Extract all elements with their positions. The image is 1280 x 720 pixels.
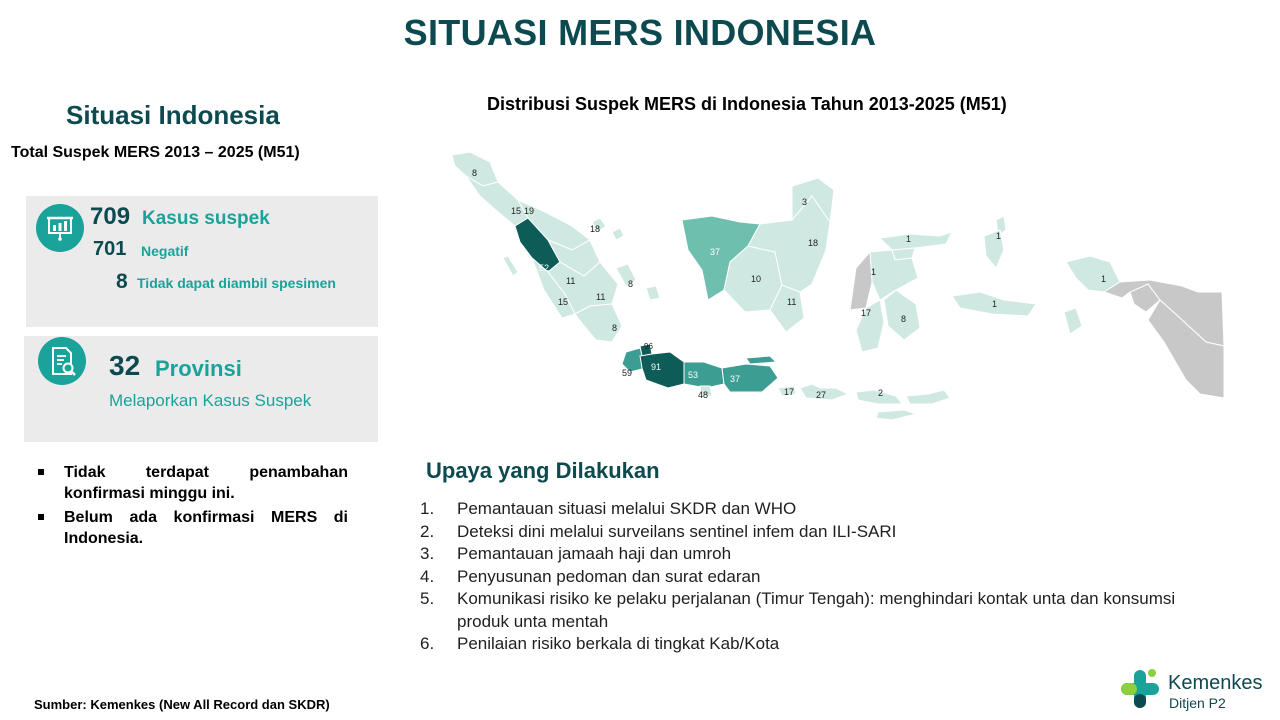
- region-ntt: [856, 390, 950, 420]
- bullet-item: Belum ada konfirmasi MERS di Indonesia.: [36, 507, 348, 549]
- map-label: 1: [996, 231, 1002, 241]
- status-bullets: [36, 462, 348, 549]
- map-label: 37: [710, 247, 721, 257]
- map-label: 91: [651, 362, 662, 372]
- map-label: 8: [612, 323, 618, 333]
- map-label: 11: [787, 297, 797, 307]
- map-label: 52: [539, 263, 550, 273]
- map-label: 18: [590, 224, 601, 234]
- map-label: 11: [596, 292, 606, 302]
- map-label: 8: [472, 168, 478, 178]
- upaya-item: 6. Penilaian risiko berkala di tingkat Kab/Kota: [420, 634, 780, 653]
- logo-subtitle: Ditjen P2: [1169, 695, 1226, 711]
- region-jabar: [640, 352, 684, 388]
- region-mentawai: [503, 256, 518, 276]
- upaya-item: 5. Komunikasi risiko ke pelaku perjalanan (Timur Tengah): menghindari kontak unta dan konsumsi produk unta mentah: [420, 589, 1176, 631]
- suspek-label: Kasus suspek: [142, 208, 270, 229]
- map-label: 18: [808, 238, 819, 248]
- provinsi-desc: Melaporkan Kasus Suspek: [109, 391, 312, 410]
- map-label: 96: [644, 342, 653, 351]
- provinsi-stats-card: [24, 336, 378, 442]
- map-label: 1: [871, 267, 877, 277]
- region-maluku: [952, 292, 1082, 334]
- map-label: 15: [511, 206, 522, 216]
- upaya-item: 4. Penyusunan pedoman dan surat edaran: [420, 566, 761, 586]
- document-search-icon: [38, 337, 86, 385]
- presentation-chart-icon: [36, 204, 84, 252]
- map-label: 2: [878, 388, 884, 398]
- upaya-list: [420, 498, 1180, 656]
- situasi-title: Situasi Indonesia: [66, 100, 280, 130]
- negatif-label: Negatif: [141, 243, 189, 259]
- map-label: 3: [802, 197, 808, 207]
- map-label: 17: [784, 387, 795, 397]
- upaya-item: 2. Deteksi dini melalui surveilans sentinel infem dan ILI-SARI: [420, 521, 897, 541]
- tdk-count: 8: [116, 270, 128, 293]
- negatif-count: 701: [93, 238, 127, 260]
- map-label: 37: [730, 374, 741, 384]
- map-label: 1: [1101, 274, 1107, 284]
- region-babel: [616, 264, 660, 300]
- situasi-subtitle: Total Suspek MERS 2013 – 2025 (M51): [11, 144, 300, 161]
- tdk-label: Tidak dapat diambil spesimen: [137, 275, 336, 291]
- upaya-item: 3. Pemantauan jamaah haji dan umroh: [420, 544, 732, 563]
- map-label: 17: [861, 308, 872, 318]
- provinsi-count: 32: [109, 350, 141, 381]
- upaya-item: 1. Pemantauan situasi melalui SKDR dan WHO: [420, 499, 797, 518]
- source-note: Sumber: Kemenkes (New All Record dan SKDR): [34, 697, 330, 712]
- map-label: 1: [992, 299, 998, 309]
- region-madura: [746, 356, 776, 364]
- region-sulbar: [850, 252, 872, 310]
- map-label: 53: [688, 370, 699, 380]
- region-sulut: [880, 232, 952, 250]
- suspek-stats-card: [26, 196, 378, 327]
- map-label: 8: [901, 314, 907, 324]
- map-label: 1: [906, 234, 912, 244]
- map-label: 8: [628, 279, 634, 289]
- map-label: 48: [698, 390, 709, 400]
- map-label: 27: [816, 390, 827, 400]
- map-title: Distribusi Suspek MERS di Indonesia Tahun 2013-2025 (M51): [487, 94, 1007, 114]
- provinsi-label: Provinsi: [155, 356, 242, 381]
- page-title: SITUASI MERS INDONESIA: [403, 12, 877, 53]
- map-label: 15: [558, 297, 569, 307]
- map-label: 19: [524, 206, 535, 216]
- upaya-title: Upaya yang Dilakukan: [426, 458, 660, 483]
- map-label: 59: [622, 368, 633, 378]
- logo-name: Kemenkes: [1168, 672, 1263, 694]
- suspek-count: 709: [90, 203, 131, 230]
- map-label: 10: [751, 274, 762, 284]
- kemenkes-logo-icon: [1116, 664, 1164, 714]
- indonesia-map: [440, 145, 1240, 445]
- bullet-item: Tidak terdapat penambahan konfirmasi minggu ini.: [36, 462, 348, 504]
- map-label: 11: [566, 276, 576, 286]
